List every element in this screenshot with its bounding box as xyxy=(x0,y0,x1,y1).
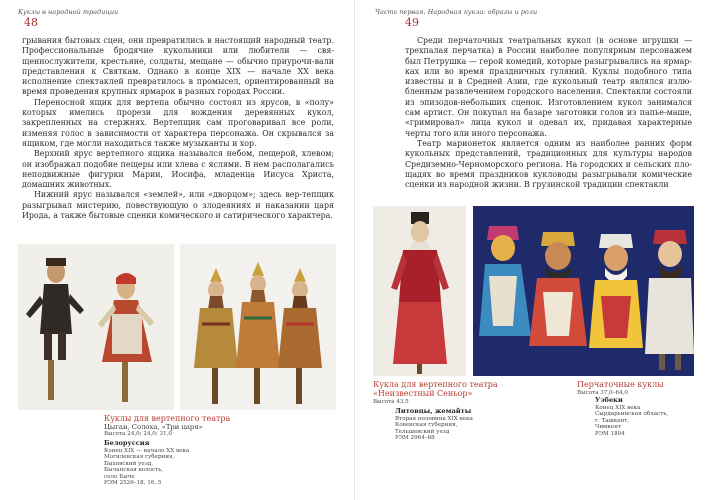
caption-senor xyxy=(373,380,503,442)
photo-gypsy-solokha-dolls xyxy=(18,244,174,410)
caption-detail: Могилевская губерния, xyxy=(104,454,175,461)
running-head-right: Часть первая. Народная кукла: образы и роли xyxy=(375,8,538,16)
caption-detail: Быховский уезд, xyxy=(104,460,153,467)
page-number-right: 49 xyxy=(405,16,419,29)
left-page xyxy=(0,0,354,500)
caption-detail: РЭМ 2964–68 xyxy=(395,435,435,442)
senor-doll-illustration-icon xyxy=(373,206,466,376)
caption-title: Кукла для вертепного театра «Неизвестный Сеньор» xyxy=(373,380,498,398)
caption-detail: Чимкент xyxy=(595,424,622,431)
photo-unknown-senor-doll xyxy=(373,206,466,376)
caption-detail: РЭМ 1804 xyxy=(595,430,625,437)
paragraph: Нижний ярус назывался «землей», или «дворцом»; здесь вер-тепщик разыгрывал мистерию, повествующую о злодеяниях и наказании царя Ирода, а также бытовые сценки комического и сатирического характера. xyxy=(22,190,334,221)
paragraph: Театр марионеток является одним из наиболее ранних форм кукольных представлений, традиционных для культуры народов Средиземно-Черноморского региона. На городских и сельских пло-щадях во время праздников кукловоды разыгрывали комические сценки из народной жизни. В грузинской традиции спектакли xyxy=(405,138,692,190)
caption-height: Высота 37,0–64,0 xyxy=(577,390,628,396)
caption-detail: Конец XIX — начало XX века xyxy=(104,447,190,454)
right-body-text xyxy=(405,36,692,190)
left-body-text xyxy=(22,36,334,221)
three-kings-illustration-icon xyxy=(180,244,336,410)
caption-height: Высота 24,0; 24,0; 31,0 xyxy=(104,431,172,437)
dolls-illustration-icon xyxy=(18,244,174,410)
photo-glove-puppets xyxy=(473,206,694,376)
paragraph: Переносной ящик для вертепа обычно состоял из ярусов, в «полу» которых имелись прорези для вождения деревянных кукол, закрепленных на стержнях. Вертепщик сам проговаривал все роли, изменяя голос в зависимости от характера персонажа. Он скрывался за ящиком, где могли находиться также музыканты и хор. xyxy=(22,97,334,148)
caption-region: Узбеки xyxy=(595,396,623,405)
caption-left xyxy=(104,414,334,486)
paragraph: Среди перчаточных театральных кукол (в основе игрушки — трехпалая перчатка) в России наиболее популярным персонажем был Петрушка — герой комедий, которые разыгрывались на ярмар-ках или во время праздничных гуляний. Куклы подобного типа известны и в Средней Азии, где кукольный театр являлся излю-бленным развлечением городского населения. Спектакли состояли из эпизодов-небольших сценок. Изготовлением кукол занимался сам артист. Он покупал на базаре заготовки голов из папье-маше, «гримировал» лица кукол и одевал их, придавая характерные черты того или иного персонажа. xyxy=(405,36,692,138)
caption-title: Куклы для вертепного театра xyxy=(104,414,231,423)
caption-detail: Сырдарьинская область, xyxy=(595,411,669,418)
caption-detail: РЭМ 2526–18, 16, 5 xyxy=(104,479,162,486)
caption-detail: Бычанская волость, xyxy=(104,467,164,474)
caption-region: Белоруссия xyxy=(104,439,150,448)
paragraph: Верхний ярус вертепного ящика назывался небом, пещерой, хлевом; он изображал подобие пещеры или хлева с яслями. В нем располагались неподвижные фигурки Марии, Иосифа, младенца Иисуса Христа, домашних животных. xyxy=(22,149,334,190)
caption-glove-puppets xyxy=(577,380,694,437)
caption-title: Перчаточные куклы xyxy=(577,380,664,389)
page-number-left: 48 xyxy=(24,16,38,29)
caption-height: Высота 43,5 xyxy=(373,399,409,405)
caption-detail: Тельшевский уезд xyxy=(395,428,450,435)
caption-detail: Ковенская губерния, xyxy=(395,422,458,429)
caption-detail: село Быче xyxy=(104,473,135,480)
caption-subtitle: Цыган, Солоха, «Три царя» xyxy=(104,423,203,431)
photo-three-kings-dolls xyxy=(180,244,336,410)
caption-detail: Конец XIX века xyxy=(595,404,641,411)
caption-detail: Вторая половина XIX века xyxy=(395,415,473,422)
paragraph: грывания бытовых сцен, они превратились в настоящий народный театр. Профессиональные бродячие кукольники или любители — свя-щеннослужители, крестьяне, солдаты, мещане — обычно приурочи-вали представления к Святкам. Однако в конце XIX — начале XX века исполнение спектаклей превратилось в промысел, ориентированный на время проведения крупных ярмарок в разных городах России. xyxy=(22,36,334,97)
caption-detail: г. Ташкент, xyxy=(595,417,630,424)
glove-puppets-illustration-icon xyxy=(473,206,694,376)
right-page xyxy=(355,0,709,500)
caption-region: Литовцы, жемайты xyxy=(395,407,472,416)
running-head-left: Куклы в народной традиции xyxy=(18,8,119,16)
